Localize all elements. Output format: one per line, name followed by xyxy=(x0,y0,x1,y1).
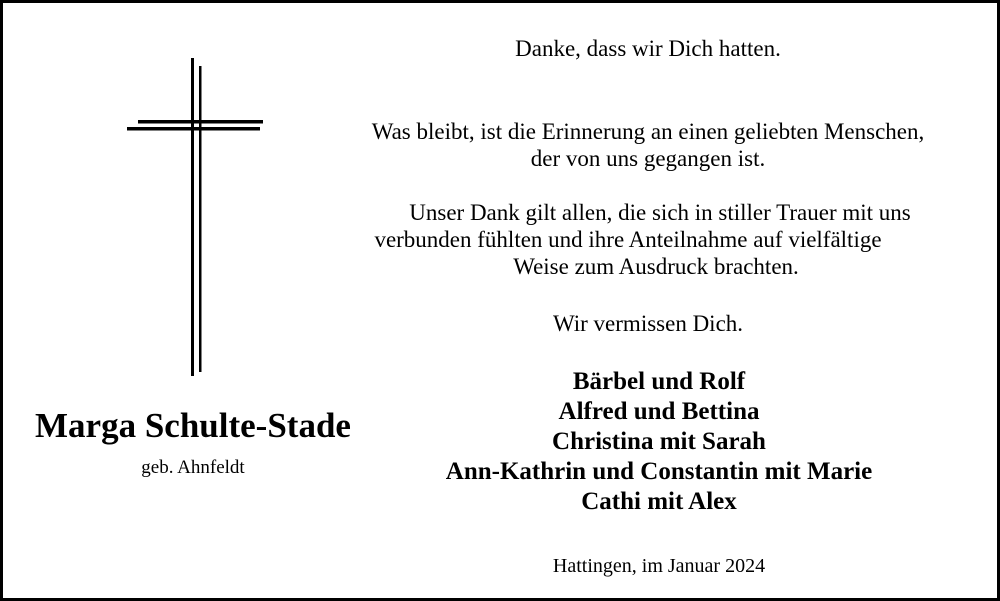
gratitude-line-3: Weise zum Ausdruck brachten. xyxy=(513,254,799,279)
gratitude-paragraph xyxy=(333,199,963,280)
thanks-line: Danke, dass wir Dich hatten. xyxy=(515,36,781,61)
signers-list xyxy=(333,367,985,517)
signer-name: Ann-Kathrin und Constantin mit Marie xyxy=(445,458,873,485)
cross-icon xyxy=(123,58,268,378)
signer-name: Christina mit Sarah xyxy=(552,428,766,455)
memory-line-2: der von uns gegangen ist. xyxy=(530,146,766,171)
place-date: Hattingen, im Januar 2024 xyxy=(552,555,766,577)
deceased-name: Marga Schulte-Stade xyxy=(35,406,351,445)
gratitude-line-2: verbunden fühlten und ihre Anteilnahme auf vielfältige xyxy=(374,227,882,252)
memory-line-1: Was bleibt, ist die Erinnerung an einen geliebten Menschen, xyxy=(371,119,925,144)
gratitude-line-1: Unser Dank gilt allen, die sich in stiller Trauer mit uns xyxy=(409,200,911,225)
signer-name: Bärbel und Rolf xyxy=(572,368,746,395)
signer-name: Alfred und Bettina xyxy=(558,398,760,425)
memory-paragraph xyxy=(333,118,963,172)
signer-name: Cathi mit Alex xyxy=(581,488,737,515)
miss-line: Wir vermissen Dich. xyxy=(552,311,744,336)
maiden-name: geb. Ahnfeldt xyxy=(141,457,245,478)
